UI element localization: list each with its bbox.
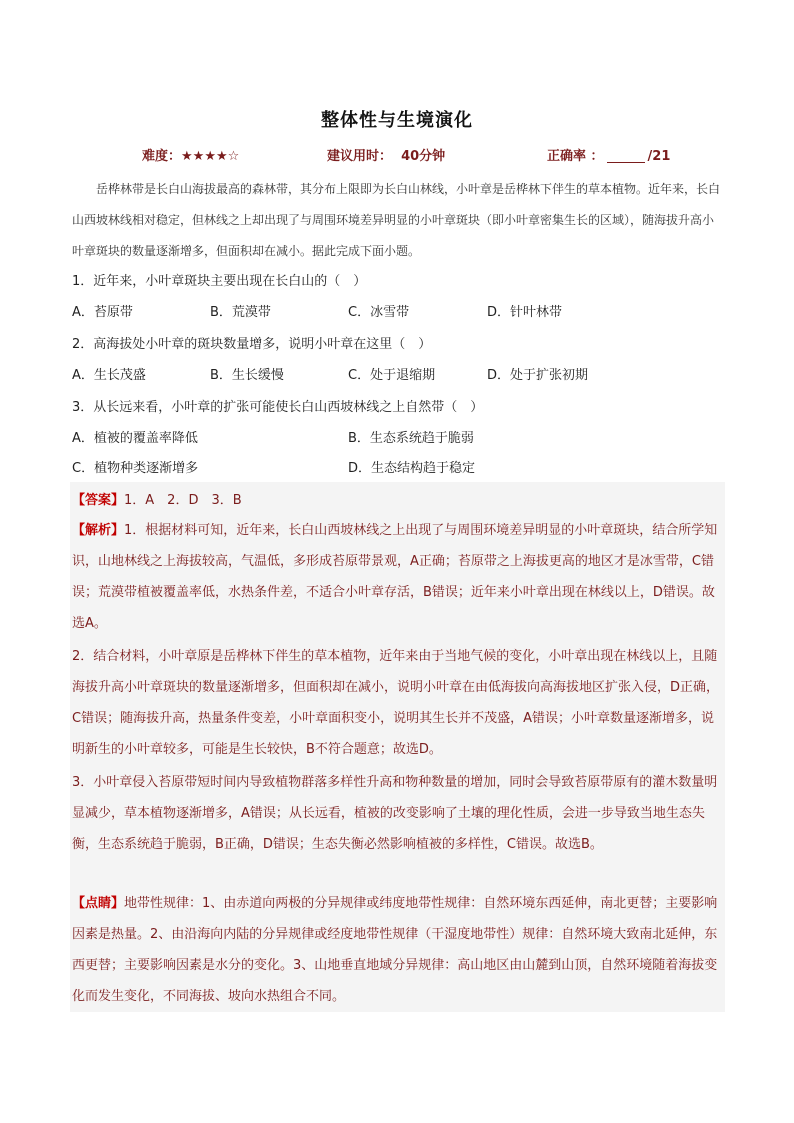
- accuracy-total: /21: [647, 149, 671, 164]
- question-1-option-d[interactable]: D．针叶林带: [487, 305, 563, 320]
- question-3-option-a[interactable]: A．植被的覆盖率降低: [72, 431, 198, 446]
- analysis-paragraph-2: 2．结合材料，小叶章原是岳桦林下伴生的草本植物，近年来由于当地气候的变化，小叶章出现在林线以上，且随海拔升高小叶章斑块的数量逐渐增多，但面积却在减小，说明小叶章在由低海拔向高海拔地区扩张入侵，D正确，C错误；随海拔升高，热量条件变差，小叶章面积变小，说明其生长并不茂盛，A错误；小叶章数量逐渐增多，说明新生的小叶章较多，可能是生长较快，B不符合题意；故选D。: [72, 649, 720, 757]
- answer-line: [72, 485, 724, 516]
- analysis-text-1: 1．根据材料可知，近年来，长白山西坡林线之上出现了与周围环境差异明显的小叶章斑块，结合所学知识，山地林线之上海拔较高，气温低，多形成苔原带景观，A正确；苔原带之上海拔更高的地区才是冰雪带，C错误；荒漠带植被覆盖率低，水热条件差，不适合小叶章存活，B错误；近年来小叶章出现在林线以上，D错误。故选A。: [72, 523, 718, 631]
- difficulty-label: 难度：: [142, 149, 182, 164]
- question-3-option-d[interactable]: D．生态结构趋于稳定: [348, 461, 476, 476]
- insight-paragraph: [72, 888, 724, 1012]
- question-2-stem: 2．高海拔处小叶章的斑块数量增多，说明小叶章在这里（ ）: [72, 337, 432, 352]
- question-2-option-d[interactable]: D．处于扩张初期: [487, 368, 589, 383]
- time-value: 40分钟: [401, 149, 446, 164]
- insight-tag: 【点睛】: [72, 896, 125, 911]
- analysis-paragraph-1: [72, 515, 724, 639]
- analysis-tag: 【解析】: [72, 523, 125, 538]
- question-1-stem: 1．近年来，小叶章斑块主要出现在长白山的（ ）: [72, 274, 367, 289]
- answer-text: 1．A 2．D 3．B: [124, 493, 242, 508]
- suggested-time: [327, 145, 445, 164]
- reading-passage: 岳桦林带是长白山海拔最高的森林带，其分布上限即为长白山林线，小叶章是岳桦林下伴生的草本植物。近年来，长白山西坡林线相对稳定，但林线之上却出现了与周围环境差异明显的小叶章斑块（即小叶章密集生长的区域），随海拔升高小叶章斑块的数量逐渐增多，但面积却在减小。据此完成下面小题。: [72, 182, 721, 258]
- question-1-option-a[interactable]: A．苔原带: [72, 305, 133, 320]
- analysis-paragraph-3: 3．小叶章侵入苔原带短时间内导致植物群落多样性升高和物种数量的增加，同时会导致苔原带原有的灌木数量明显减少，草本植物逐渐增多，A错误；从长远看，植被的改变影响了土壤的理化性质，会进一步导致当地生态失衡，生态系统趋于脆弱，B正确，D错误；生态失衡必然影响植被的多样性，C错误。故选B。: [72, 775, 718, 852]
- insight-text: 地带性规律：1、由赤道向两极的分异规律或纬度地带性规律：自然环境东西延伸，南北更替；主要影响因素是热量。2、由沿海向内陆的分异规律或经度地带性规律（干湿度地带性）规律：自然环境大致南北延伸，东西更替；主要影响因素是水分的变化。3、山地垂直地域分异规律：高山地区由山麓到山顶，自然环境随着海拔变化而发生变化，不同海拔、坡向水热组合不同。: [72, 896, 718, 1004]
- question-2-option-a[interactable]: A．生长茂盛: [72, 368, 146, 383]
- accuracy-rate: [547, 145, 670, 164]
- question-3-stem: 3．从长远来看，小叶章的扩张可能使长白山西坡林线之上自然带（ ）: [72, 400, 484, 415]
- answer-tag: 【答案】: [72, 493, 125, 508]
- accuracy-label: 正确率 ：: [547, 149, 604, 164]
- question-1-option-b[interactable]: B．荒漠带: [210, 305, 271, 320]
- question-2-option-c[interactable]: C．处于退缩期: [348, 368, 436, 383]
- difficulty-stars-icon: ★★★★☆: [181, 149, 240, 164]
- time-label: 建议用时：: [327, 149, 393, 164]
- question-2-option-b[interactable]: B．生长缓慢: [210, 368, 284, 383]
- question-1-option-c[interactable]: C．冰雪带: [348, 305, 410, 320]
- difficulty-rating: [142, 145, 239, 164]
- accuracy-blank[interactable]: [607, 150, 645, 163]
- question-3-option-b[interactable]: B．生态系统趋于脆弱: [348, 431, 474, 446]
- question-3-option-c[interactable]: C．植物种类逐渐增多: [72, 461, 199, 476]
- page-title: 整体性与生境演化: [321, 110, 473, 131]
